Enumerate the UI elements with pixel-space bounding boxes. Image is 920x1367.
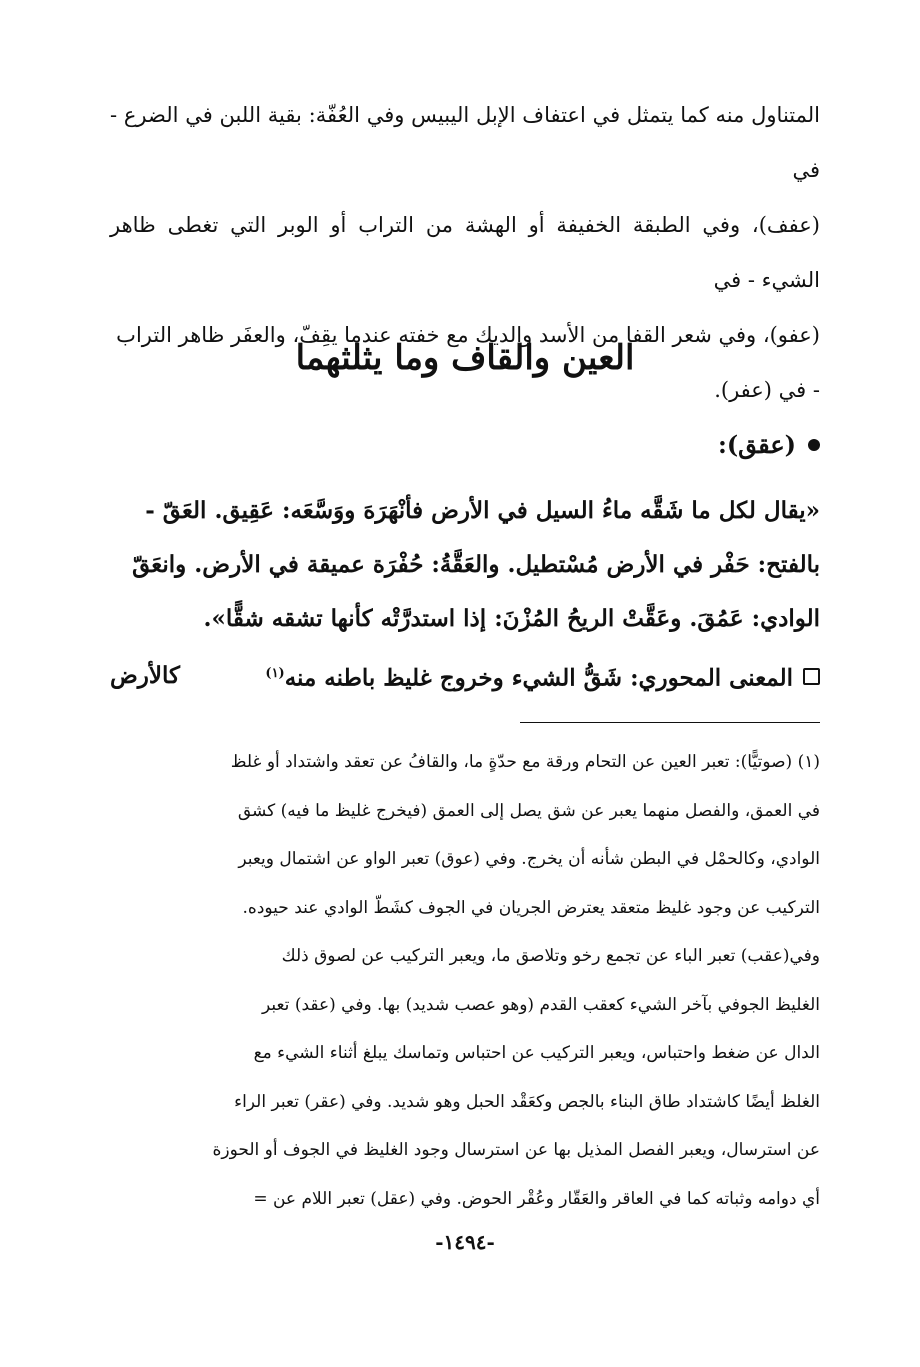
footnote-reference[interactable]: (١) <box>265 666 285 681</box>
core-meaning-text <box>265 649 793 704</box>
text-line: المتناول منه كما يتمثل في اعتفاف الإبل اليبيس وفي العُفّة: بقية اللبن في الضرع - في <box>110 103 820 182</box>
footnote-line: الغلظ أيضًا كاشتداد طاق البناء بالجص وكعَقْد الحبل وهو شديد. وفي (عقر) تعبر الراء <box>234 1091 820 1112</box>
core-meaning-tail: كالأرض <box>110 662 180 690</box>
footnote-line: في العمق، والفصل منهما يعبر عن شق يصل إلى العمق (فيخرج غليظ ما فيه) كشق <box>237 800 820 821</box>
footnote-line: (١) (صوتيًّا): تعبر العين عن التحام ورقة مع حدّةٍ ما، والقافُ عن تعقد واشتداد أو غلظ <box>230 752 820 772</box>
footnote <box>110 738 820 1223</box>
footnote-line: الغليظ الجوفي بآخر الشيء كعقب القدم (وهو عصب شديد) بها. وفي (عقد) تعبر <box>261 994 820 1015</box>
footnote-divider <box>520 722 820 723</box>
dictionary-quote <box>110 484 820 646</box>
core-meaning-line <box>110 649 820 704</box>
bullet-icon <box>808 439 820 451</box>
page-number: -١٤٩٤- <box>435 1230 495 1254</box>
section-heading: العين والقاف وما يثلثهما <box>295 338 635 378</box>
square-marker-icon <box>803 668 820 685</box>
footnote-line: أي دوامه وثباته كما في العاقر والعَقّار وعُقْر الحوض. وفي (عقل) تعبر اللام عن = <box>253 1188 820 1209</box>
entry-heading <box>718 430 820 459</box>
quote-line: بالفتح: حَفْر في الأرض مُسْتطيل. والعَقَّةُ: حُفْرَة عميقة في الأرض. وانعَقّ <box>132 551 820 578</box>
footnote-line: الدال عن ضغط واحتباس، ويعبر التركيب عن احتباس وتماسك يبلغ أثناء الشيء مع <box>253 1043 820 1063</box>
footnote-line: التركيب عن وجود غليظ متعقد يعترض الجريان في الجوف كشَطّ الوادي عند حيوده. <box>242 897 820 918</box>
entry-heading-label: (عقق): <box>717 430 796 459</box>
text-line: - في (عفر). <box>714 378 820 402</box>
quote-line: الوادي: عَمُقَ. وعَقَّتْ الريحُ المُزْنَ: إذا استدرَّتْه كأنها تشقه شقًّا». <box>203 605 820 632</box>
footnote-line: الوادي، وكالحمْل في البطن شأنه أن يخرج. وفي (عوق) تعبر الواو عن اشتمال ويعبر <box>238 849 820 869</box>
text-line: (عفف)، وفي الطبقة الخفيفة أو الهشة من التراب أو الوبر التي تغطى ظاهر الشيء - في <box>110 213 820 292</box>
footnote-line: وفي(عقب) تعبر الباء عن تجمع رخو وتلاصق ما، ويعبر التركيب عن لصوق ذلك <box>281 946 820 966</box>
quote-line: «يقال لكل ما شَقَّه ماءُ السيل في الأرض فأنْهَرَهَ ووَسَّعَه: عَقِيق. العَقّ - <box>145 497 820 524</box>
core-meaning-label: المعنى المحوري: شَقُّ الشيء وخروج غليظ باطنه منه <box>284 664 793 692</box>
footnote-line: عن استرسال، ويعبر الفصل المذيل بها عن استرسال وجود الغليظ في الجوف أو الحوزة <box>212 1140 820 1160</box>
text-line: (عفو)، وفي شعر القفا من الأسد والديك مع خفته عندما يقِفّ، والعفَر ظاهر التراب <box>116 323 820 347</box>
